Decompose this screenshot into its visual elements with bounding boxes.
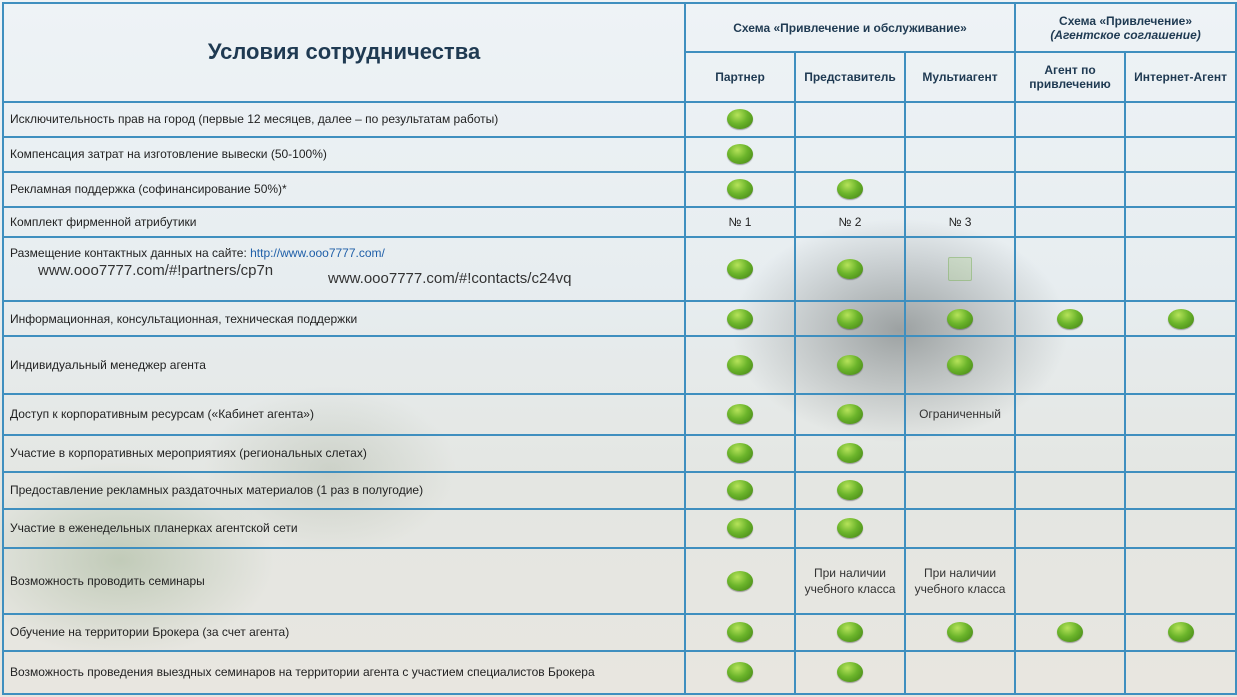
scheme-2-header — [1015, 3, 1236, 52]
green-dot-icon — [1057, 622, 1083, 642]
green-dot-icon — [837, 662, 863, 682]
col-header-multiagent: Мультиагент — [905, 52, 1015, 101]
row-label: Комплект фирменной атрибутики — [3, 207, 685, 238]
green-dot-icon — [727, 404, 753, 424]
row-label-contacts — [3, 237, 685, 301]
green-dot-icon — [1168, 622, 1194, 642]
green-dot-icon — [837, 443, 863, 463]
table-row — [3, 614, 1236, 651]
col-header-internet-agent: Интернет-Агент — [1125, 52, 1236, 101]
row-label: Обучение на территории Брокера (за счет агента) — [3, 614, 685, 651]
green-dot-icon — [837, 179, 863, 199]
table-row — [3, 207, 1236, 238]
table-row — [3, 472, 1236, 509]
kit-number-multiagent: № 3 — [905, 207, 1015, 238]
row-label: Рекламная поддержка (софинансирование 50%)* — [3, 172, 685, 207]
green-dot-icon — [727, 480, 753, 500]
green-dot-icon — [837, 518, 863, 538]
table-row — [3, 301, 1236, 336]
green-dot-icon — [727, 518, 753, 538]
contacts-url: www.ooo7777.com/#!contacts/c24vq — [328, 270, 572, 288]
green-dot-icon — [947, 355, 973, 375]
table-row — [3, 137, 1236, 172]
green-dot-icon — [837, 309, 863, 329]
table-row — [3, 509, 1236, 548]
table-row — [3, 651, 1236, 694]
green-dot-icon — [727, 259, 753, 279]
row-label: Участие в еженедельных планерках агентской сети — [3, 509, 685, 548]
page-title-text: Условия сотрудничества — [207, 39, 481, 65]
partners-url: www.ooo7777.com/#!partners/cp7n — [38, 262, 274, 280]
green-dot-icon — [837, 259, 863, 279]
scheme-1-header-text: Схема «Привлечение и обслуживание» — [733, 20, 967, 35]
green-dot-icon — [837, 404, 863, 424]
kit-number-representative: № 2 — [795, 207, 905, 238]
row-label: Исключительность прав на город (первые 12 месяцев, далее – по результатам работы) — [3, 102, 685, 137]
table-row — [3, 548, 1236, 614]
seminar-condition-representative: При наличии учебного класса — [795, 548, 905, 614]
green-dot-icon — [727, 355, 753, 375]
col-header-representative: Представитель — [795, 52, 905, 101]
green-dot-icon — [727, 622, 753, 642]
cooperation-conditions-table — [2, 2, 1237, 695]
green-dot-icon — [1057, 309, 1083, 329]
green-dot-icon — [727, 662, 753, 682]
faint-square-icon — [948, 257, 972, 281]
row-label: Предоставление рекламных раздаточных материалов (1 раз в полугодие) — [3, 472, 685, 509]
col-header-attraction-agent: Агент по привлечению — [1015, 52, 1125, 101]
table-row — [3, 394, 1236, 435]
green-dot-icon — [727, 144, 753, 164]
site-link[interactable]: http://www.ooo7777.com/ — [250, 246, 385, 261]
row-label: Доступ к корпоративным ресурсам («Кабинет агента») — [3, 394, 685, 435]
kit-number-partner: № 1 — [685, 207, 795, 238]
col-header-partner: Партнер — [685, 52, 795, 101]
row-label: Информационная, консультационная, техническая поддержки — [3, 301, 685, 336]
scheme-2-header-line2: (Агентское соглашение) — [1050, 27, 1201, 42]
row-label: Компенсация затрат на изготовление вывески (50-100%) — [3, 137, 685, 172]
green-dot-icon — [727, 571, 753, 591]
green-dot-icon — [947, 622, 973, 642]
table-row — [3, 172, 1236, 207]
row-label: Индивидуальный менеджер агента — [3, 336, 685, 394]
page-title — [3, 3, 685, 102]
access-limited-note: Ограниченный — [905, 394, 1015, 435]
green-dot-icon — [727, 443, 753, 463]
green-dot-icon — [727, 179, 753, 199]
green-dot-icon — [727, 109, 753, 129]
green-dot-icon — [727, 309, 753, 329]
table-row — [3, 237, 1236, 301]
table-row — [3, 435, 1236, 472]
green-dot-icon — [837, 355, 863, 375]
row-label: Возможность проведения выездных семинаров на территории агента с участием специалистов Брокера — [3, 651, 685, 694]
row-label: Размещение контактных данных на сайте: — [10, 246, 247, 261]
green-dot-icon — [837, 622, 863, 642]
green-dot-icon — [947, 309, 973, 329]
table-row — [3, 102, 1236, 137]
row-label: Возможность проводить семинары — [3, 548, 685, 614]
table-row — [3, 336, 1236, 394]
green-dot-icon — [1168, 309, 1194, 329]
green-dot-icon — [837, 480, 863, 500]
row-label: Участие в корпоративных мероприятиях (региональных слетах) — [3, 435, 685, 472]
scheme-1-header — [685, 3, 1015, 52]
seminar-condition-multiagent: При наличии учебного класса — [905, 548, 1015, 614]
scheme-2-header-line1: Схема «Привлечение» — [1059, 13, 1193, 28]
